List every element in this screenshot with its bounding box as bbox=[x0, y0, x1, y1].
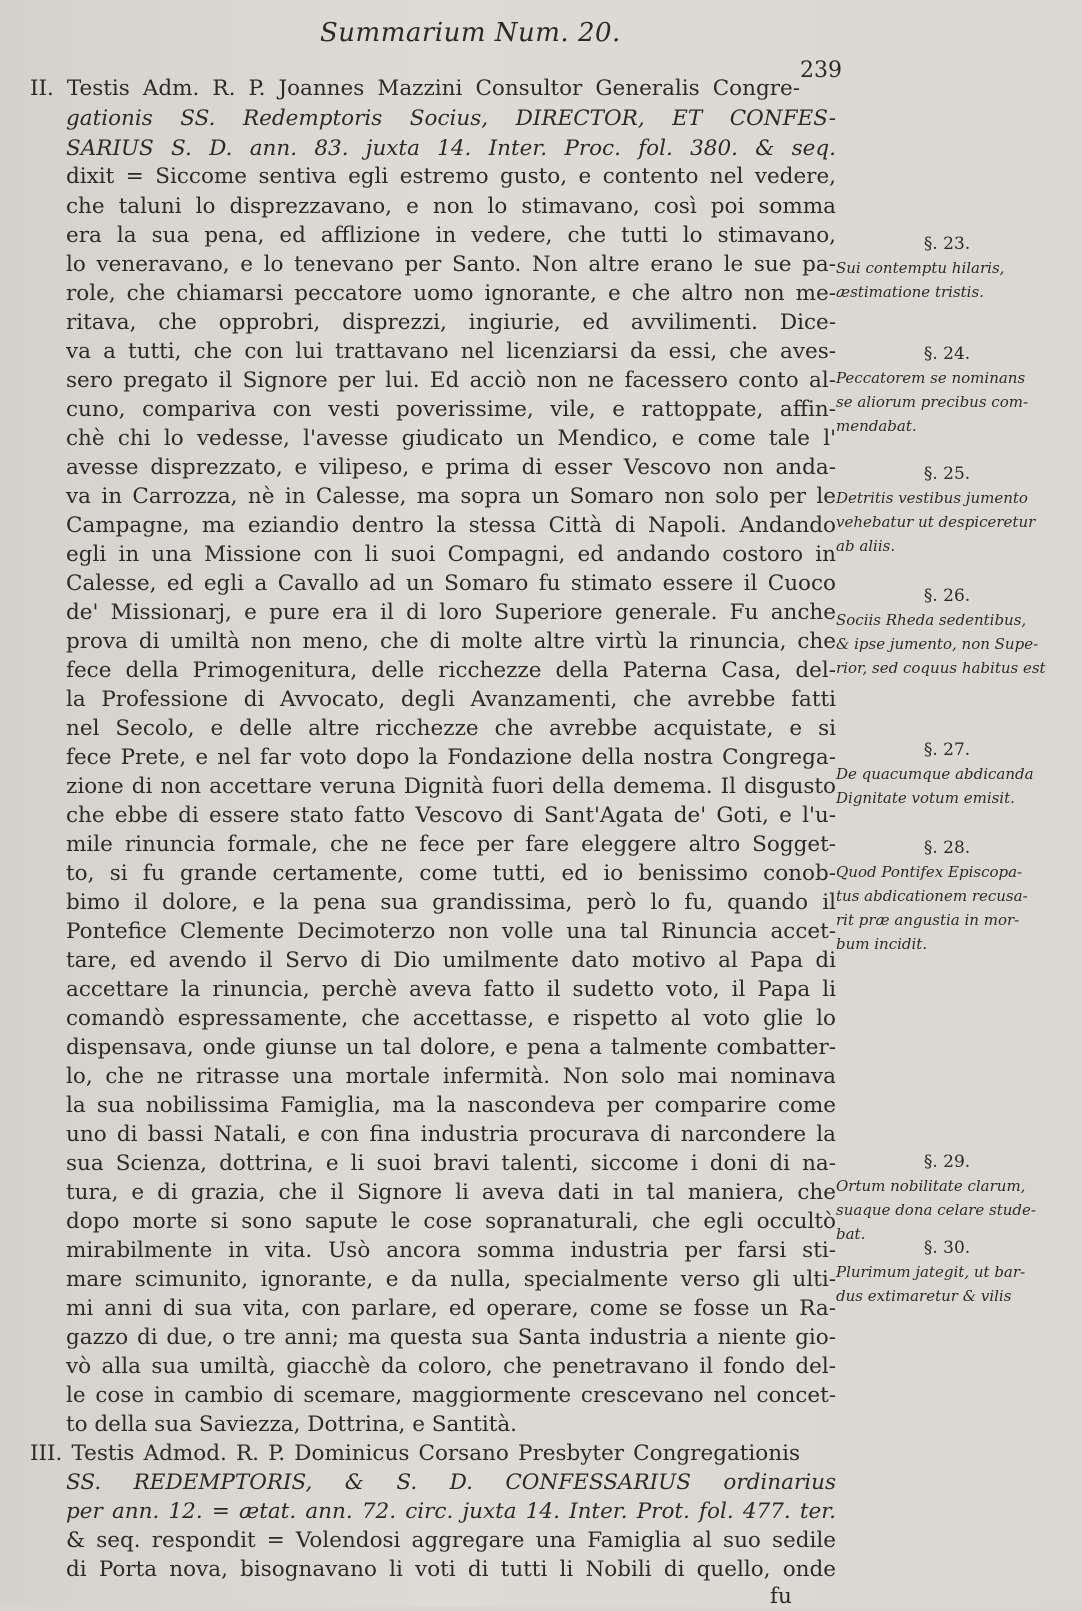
marginal-note bbox=[836, 738, 1058, 810]
text-line: Calesse, ed egli a Cavallo ad un Somaro fu stimato essere il Cuoco bbox=[66, 571, 836, 596]
marginal-note bbox=[836, 232, 1058, 304]
text-line: bimo il dolore, e la pena sua grandissima, però lo fu, quando il bbox=[66, 890, 836, 915]
text-line: va a tutti, che con lui trattavano nel licenziarsi da essi, che aves- bbox=[66, 339, 836, 364]
marginal-note-line: æstimatione tristis. bbox=[836, 283, 984, 301]
marginal-note-section-number: §. 24. bbox=[923, 344, 971, 364]
marginal-note-line: & ipse jumento, non Supe- bbox=[836, 635, 1039, 653]
text-line: ritava, che opprobri, disprezzi, ingiurie, ed avvilimenti. Dice- bbox=[66, 310, 836, 335]
marginal-note-section-number: §. 26. bbox=[923, 586, 971, 606]
marginal-note-section-number: §. 27. bbox=[923, 740, 971, 760]
text-line: dixit = Siccome sentiva egli estremo gusto, e contento nel vedere, bbox=[66, 164, 836, 189]
page-number: 239 bbox=[800, 58, 842, 83]
text-line: per ann. 12. = ætat. ann. 72. circ. juxta 14. Inter. Prot. fol. 477. ter. bbox=[66, 1499, 836, 1524]
text-line: che ebbe di essere stato fatto Vescovo di Sant'Agata de' Goti, e l'u- bbox=[66, 803, 836, 828]
text-line: sua Scienza, dottrina, e li suoi bravi talenti, siccome i doni di na- bbox=[66, 1151, 836, 1176]
text-line: cuno, compariva con vesti poverissime, vile, e rattoppate, affin- bbox=[66, 397, 836, 422]
text-line: gationis SS. Redemptoris Socius, DIRECTOR, ET CONFES- bbox=[66, 106, 836, 131]
text-line: mare scimunito, ignorante, e da nulla, specialmente verso gli ulti- bbox=[66, 1267, 836, 1292]
marginal-note-line: Plurimum jategit, ut bar- bbox=[836, 1263, 1026, 1281]
marginal-note-line: Sui contemptu hilaris, bbox=[836, 259, 1005, 277]
marginal-note-line: suaque dona celare stude- bbox=[836, 1201, 1036, 1219]
marginal-note bbox=[836, 836, 1058, 956]
marginal-note bbox=[836, 1236, 1058, 1308]
text-line: le cose in cambio di scemare, maggiormente crescevano nel concet- bbox=[66, 1383, 836, 1408]
text-line: la Professione di Avvocato, degli Avanzamenti, che avrebbe fatti bbox=[66, 687, 836, 712]
catchword: fu bbox=[770, 1584, 792, 1609]
marginal-note bbox=[836, 342, 1058, 438]
text-line: lo veneravano, e lo tenevano per Santo. Non altre erano le sue pa- bbox=[66, 252, 836, 277]
marginal-note-section-number: §. 30. bbox=[923, 1238, 971, 1258]
marginal-note-line: Ortum nobilitate clarum, bbox=[836, 1177, 1026, 1195]
text-line: era la sua pena, ed afflizione in vedere, che tutti lo stimavano, bbox=[66, 223, 836, 248]
marginal-note-line: dus extimaretur & vilis bbox=[836, 1287, 1012, 1305]
marginal-note-line: Sociis Rheda sedentibus, bbox=[836, 611, 1027, 629]
text-line: accettare la rinuncia, perchè aveva fatto il sudetto voto, il Papa li bbox=[66, 977, 836, 1002]
marginal-note-line: De quacumque abdicanda bbox=[836, 765, 1034, 783]
text-line: to, si fu grande certamente, come tutti, ed io benissimo conob- bbox=[66, 861, 836, 886]
text-line: de' Missionarj, e pure era il di loro Superiore generale. Fu anche bbox=[66, 600, 836, 625]
text-line: nel Secolo, e delle altre ricchezze che avrebbe acquistate, e si bbox=[66, 716, 836, 741]
marginal-note-line: bat. bbox=[836, 1225, 866, 1243]
text-line: dopo morte si sono sapute le cose sopranaturali, che egli occultò bbox=[66, 1209, 836, 1234]
marginal-note-section-number: §. 25. bbox=[923, 464, 971, 484]
text-line: mi anni di sua vita, con parlare, ed operare, come se fosse un Ra- bbox=[66, 1296, 836, 1321]
text-line: va in Carrozza, nè in Calesse, ma sopra un Somaro non solo per le bbox=[66, 484, 836, 509]
text-line: vò alla sua umiltà, giacchè da coloro, che penetravano il fondo del- bbox=[66, 1354, 836, 1379]
text-line: egli in una Missione con li suoi Compagni, ed andando costoro in bbox=[66, 542, 836, 567]
text-line: tura, e di grazia, che il Signore li aveva dati in tal maniera, che bbox=[66, 1180, 836, 1205]
text-line: role, che chiamarsi peccatore uomo ignorante, e che altro non me- bbox=[66, 281, 836, 306]
text-line: II. Testis Adm. R. P. Joannes Mazzini Consultor Generalis Congre- bbox=[30, 76, 800, 101]
marginal-note bbox=[836, 462, 1058, 558]
marginal-note-line: Dignitate votum emisit. bbox=[836, 789, 1015, 807]
text-line: mile rinuncia formale, che ne fece per fare eleggere altro Sogget- bbox=[66, 832, 836, 857]
marginal-note bbox=[836, 584, 1058, 680]
running-head: Summarium Num. 20. bbox=[320, 18, 621, 48]
text-line: to della sua Saviezza, Dottrina, e Santità. bbox=[66, 1412, 517, 1437]
marginal-note-line: Quod Pontifex Episcopa- bbox=[836, 863, 1023, 881]
marginal-note-line: mendabat. bbox=[836, 417, 917, 435]
marginal-note-line: Peccatorem se nominans bbox=[836, 369, 1026, 387]
text-line: SARIUS S. D. ann. 83. juxta 14. Inter. Proc. fol. 380. & seq. bbox=[66, 136, 836, 161]
text-line: di Porta nova, bisognavano li voti di tutti li Nobili di quello, onde bbox=[66, 1557, 836, 1582]
marginal-note-line: tus abdicationem recusa- bbox=[836, 887, 1028, 905]
text-line: avesse disprezzato, e vilipeso, e prima di esser Vescovo non anda- bbox=[66, 455, 836, 480]
text-line: zione di non accettare veruna Dignità fuori della demema. Il disgusto bbox=[66, 774, 836, 799]
text-line: SS. REDEMPTORIS, & S. D. CONFESSARIUS ordinarius bbox=[66, 1470, 836, 1495]
text-line: fece Prete, e nel far voto dopo la Fondazione della nostra Congrega- bbox=[66, 745, 836, 770]
text-line: lo, che ne ritrasse una mortale infermità. Non solo mai nominava bbox=[66, 1064, 836, 1089]
marginal-note-line: ab aliis. bbox=[836, 537, 896, 555]
text-line: mirabilmente in vita. Usò ancora somma industria per farsi sti- bbox=[66, 1238, 836, 1263]
text-line: & seq. respondit = Volendosi aggregare una Famiglia al suo sedile bbox=[66, 1528, 836, 1553]
text-line: la sua nobilissima Famiglia, ma la nascondeva per comparire come bbox=[66, 1093, 836, 1118]
text-line: III. Testis Admod. R. P. Dominicus Corsano Presbyter Congregationis bbox=[30, 1441, 800, 1466]
text-line: tare, ed avendo il Servo di Dio umilmente dato motivo al Papa di bbox=[66, 948, 836, 973]
text-line: sero pregato il Signore per lui. Ed acciò non ne facessero conto al- bbox=[66, 368, 836, 393]
marginal-note-section-number: §. 29. bbox=[923, 1152, 971, 1172]
marginal-note-line: bum incidit. bbox=[836, 935, 928, 953]
text-line: prova di umiltà non meno, che di molte altre virtù la rinuncia, che bbox=[66, 629, 836, 654]
marginal-note-section-number: §. 28. bbox=[923, 838, 971, 858]
marginal-note-line: vehebatur ut despiceretur bbox=[836, 513, 1036, 531]
text-line: comandò espressamente, che accettasse, e rispetto al voto glie lo bbox=[66, 1006, 836, 1031]
text-line: che taluni lo disprezzavano, e non lo stimavano, così poi somma bbox=[66, 194, 836, 219]
marginal-note-line: rior, sed coquus habitus est bbox=[836, 659, 1046, 677]
text-line: gazzo di due, o tre anni; ma questa sua Santa industria a niente gio- bbox=[66, 1325, 836, 1350]
text-line: uno di bassi Natali, e con fina industria procurava di narcondere la bbox=[66, 1122, 836, 1147]
text-line: Campagne, ma eziandio dentro la stessa Città di Napoli. Andando bbox=[66, 513, 836, 538]
marginal-note bbox=[836, 1150, 1058, 1246]
marginal-note-line: rit præ angustia in mor- bbox=[836, 911, 1020, 929]
text-line: chè chi lo vedesse, l'avesse giudicato un Mendico, e come tale l' bbox=[66, 426, 836, 451]
marginal-note-section-number: §. 23. bbox=[923, 234, 971, 254]
marginal-note-line: Detritis vestibus jumento bbox=[836, 489, 1028, 507]
text-line: Pontefice Clemente Decimoterzo non volle una tal Rinuncia accet- bbox=[66, 919, 836, 944]
text-line: fece della Primogenitura, delle ricchezze della Paterna Casa, del- bbox=[66, 658, 836, 683]
text-line: dispensava, onde giunse un tal dolore, e pena a talmente combatter- bbox=[66, 1035, 836, 1060]
marginal-note-line: se aliorum precibus com- bbox=[836, 393, 1029, 411]
